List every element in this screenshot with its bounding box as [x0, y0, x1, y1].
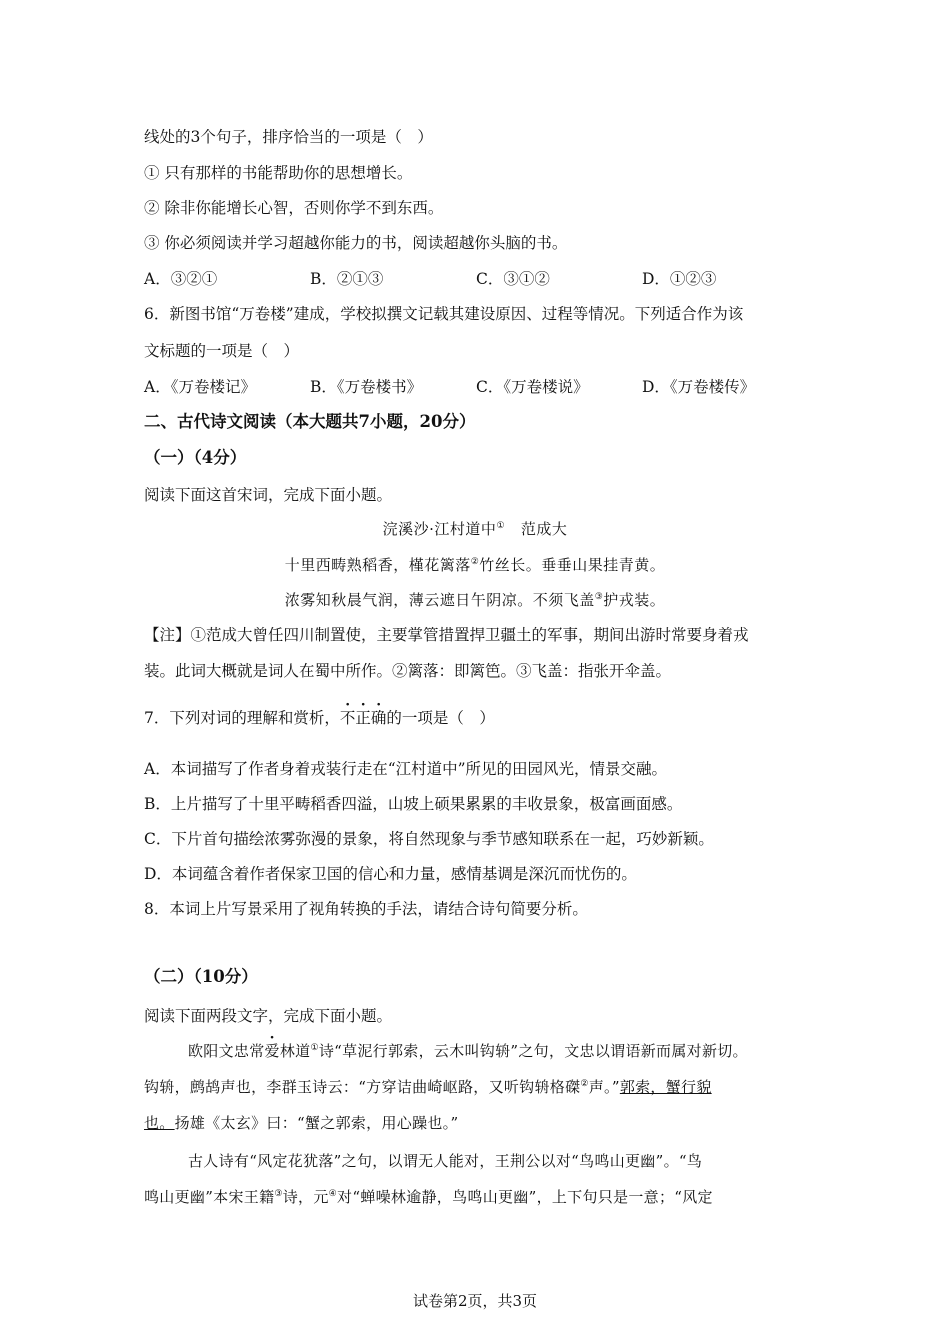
q5-option-b: B．②①③ [310, 270, 384, 288]
q5-option-c: C．③①② [476, 270, 550, 288]
q6-option-b: B．《万卷楼书》 [310, 378, 423, 396]
passage-1-text: 诗“草泥行郭索，云木叫钩辀”之句，文忠以谓语新而属对新切。 [318, 1042, 748, 1060]
note-line-1: 【注】①范成大曾任四川制置使，主要掌管措置捍卫疆土的军事，期间出游时常要身着戎 [144, 626, 749, 644]
passage-1-line-3 [144, 1112, 458, 1134]
passage-1-line-1 [188, 1040, 748, 1062]
poem-line-1-note-mark: ② [470, 557, 480, 567]
part-1-title: （一）（4分） [144, 448, 247, 467]
poem-title-note-mark: ① [496, 521, 506, 531]
q5-sentence-2: ② 除非你能增长心智，否则你学不到东西。 [144, 199, 444, 217]
passage-2-note-mark: ④ [328, 1189, 338, 1199]
q6-line-1: 6．新图书馆“万卷楼”建成，学校拟撰文记载其建设原因、过程等情况。下列适合作为该 [144, 305, 744, 323]
q6-option-d: D．《万卷楼传》 [642, 378, 756, 396]
passage-1-text: 林道 [279, 1042, 311, 1060]
q5-option-d: D．①②③ [642, 270, 717, 288]
passage-2-line-1: 古人诗有“风定花犹落”之句，以谓无人能对，王荆公以对“鸟鸣山更幽”。“鸟 [188, 1152, 703, 1170]
page-footer: 试卷第2页，共3页 [412, 1292, 538, 1310]
part-1-intro: 阅读下面这首宋词，完成下面小题。 [144, 486, 393, 504]
q6-option-a: A．《万卷楼记》 [144, 378, 256, 396]
q6-line-2: 文标题的一项是（ ） [144, 342, 300, 360]
q7-emphasis-char: 不 [339, 709, 356, 727]
passage-1-underlined: 郭索，蟹行貌 [619, 1078, 712, 1096]
q7-emphasis-char: 正 [355, 709, 371, 727]
passage-2-text: 鸣山更幽”本宋王籍 [144, 1188, 275, 1206]
passage-1-text: 声。” [588, 1078, 620, 1096]
poem-title: 浣溪沙·江村道中 [382, 520, 497, 538]
poem-line-1 [0, 554, 950, 576]
passage-2-text: 诗，元 [282, 1188, 329, 1206]
q7-option-d: D．本词蕴含着作者保家卫国的信心和力量，感情基调是深沉而忧伤的。 [144, 865, 637, 883]
part-2-intro: 阅读下面两段文字，完成下面小题。 [144, 1007, 393, 1025]
q5-stem-tail: 线处的3个句子，排序恰当的一项是（ ） [144, 128, 433, 146]
poem-author: 范成大 [520, 520, 568, 538]
passage-1-emphasis-char: 爱 [264, 1042, 280, 1060]
passage-2-line-2 [144, 1186, 713, 1208]
q5-sentence-3: ③ 你必须阅读并学习超越你能力的书，阅读超越你头脑的书。 [144, 234, 568, 252]
passage-1-underlined: 也。 [144, 1114, 175, 1132]
poem-line-2 [0, 589, 950, 611]
passage-1-text: 钩辀，鹧鸪声也，李群玉诗云：“方穿诘曲崎岖路，又听钩辀格磔 [144, 1078, 581, 1096]
q7-option-a: A．本词描写了作者身着戎装行走在“江村道中”所见的田园风光，情景交融。 [144, 760, 668, 778]
note-line-2: 装。此词大概就是词人在蜀中所作。②篱落：即篱笆。③飞盖：指张开伞盖。 [144, 662, 672, 680]
q8-stem: 8．本词上片写景采用了视角转换的手法，请结合诗句简要分析。 [144, 900, 588, 918]
poem-line-1-part-a: 十里西畴熟稻香，槿花篱落 [284, 556, 471, 574]
part-2-title: （二）（10分） [144, 967, 258, 986]
poem-line-2-part-b: 护戎装。 [603, 591, 666, 609]
q7-option-c: C．下片首句描绘浓雾弥漫的景象，将自然现象与季节感知联系在一起，巧妙新颖。 [144, 830, 714, 848]
q7-stem-post: 的一项是（ ） [386, 709, 495, 727]
passage-2-text: 对“蝉噪林逾静，鸟鸣山更幽”，上下句只是一意；“风定 [337, 1188, 713, 1206]
q7-stem [144, 707, 495, 729]
poem-title-line [0, 518, 950, 540]
q7-option-b: B．上片描写了十里平畴稻香四溢，山坡上硕果累累的丰收景象，极富画面感。 [144, 795, 683, 813]
section-2-title: 二、古代诗文阅读（本大题共7小题，20分） [144, 412, 476, 431]
passage-1-text: 扬雄《太玄》曰：“蟹之郭索，用心躁也。” [174, 1114, 459, 1132]
poem-line-2-part-a: 浓雾知秋晨气润，薄云遮日午阴凉。不须飞盖 [284, 591, 595, 609]
poem-line-2-note-mark: ③ [594, 592, 604, 602]
q7-emphasis-char: 确 [370, 709, 387, 727]
passage-2-note-mark: ③ [274, 1189, 283, 1199]
q7-stem-pre: 7．下列对词的理解和赏析， [144, 709, 340, 727]
passage-1-text: 欧阳文忠常 [188, 1042, 265, 1060]
q5-sentence-1: ① 只有那样的书能帮助你的思想增长。 [144, 164, 413, 182]
poem-line-1-part-b: 竹丝长。垂垂山果挂青黄。 [479, 556, 666, 574]
q5-option-a: A．③②① [144, 270, 218, 288]
passage-1-note-mark: ② [580, 1079, 589, 1089]
passage-1-line-2 [144, 1076, 712, 1098]
passage-1-note-mark: ① [310, 1043, 319, 1053]
q6-option-c: C．《万卷楼说》 [476, 378, 589, 396]
